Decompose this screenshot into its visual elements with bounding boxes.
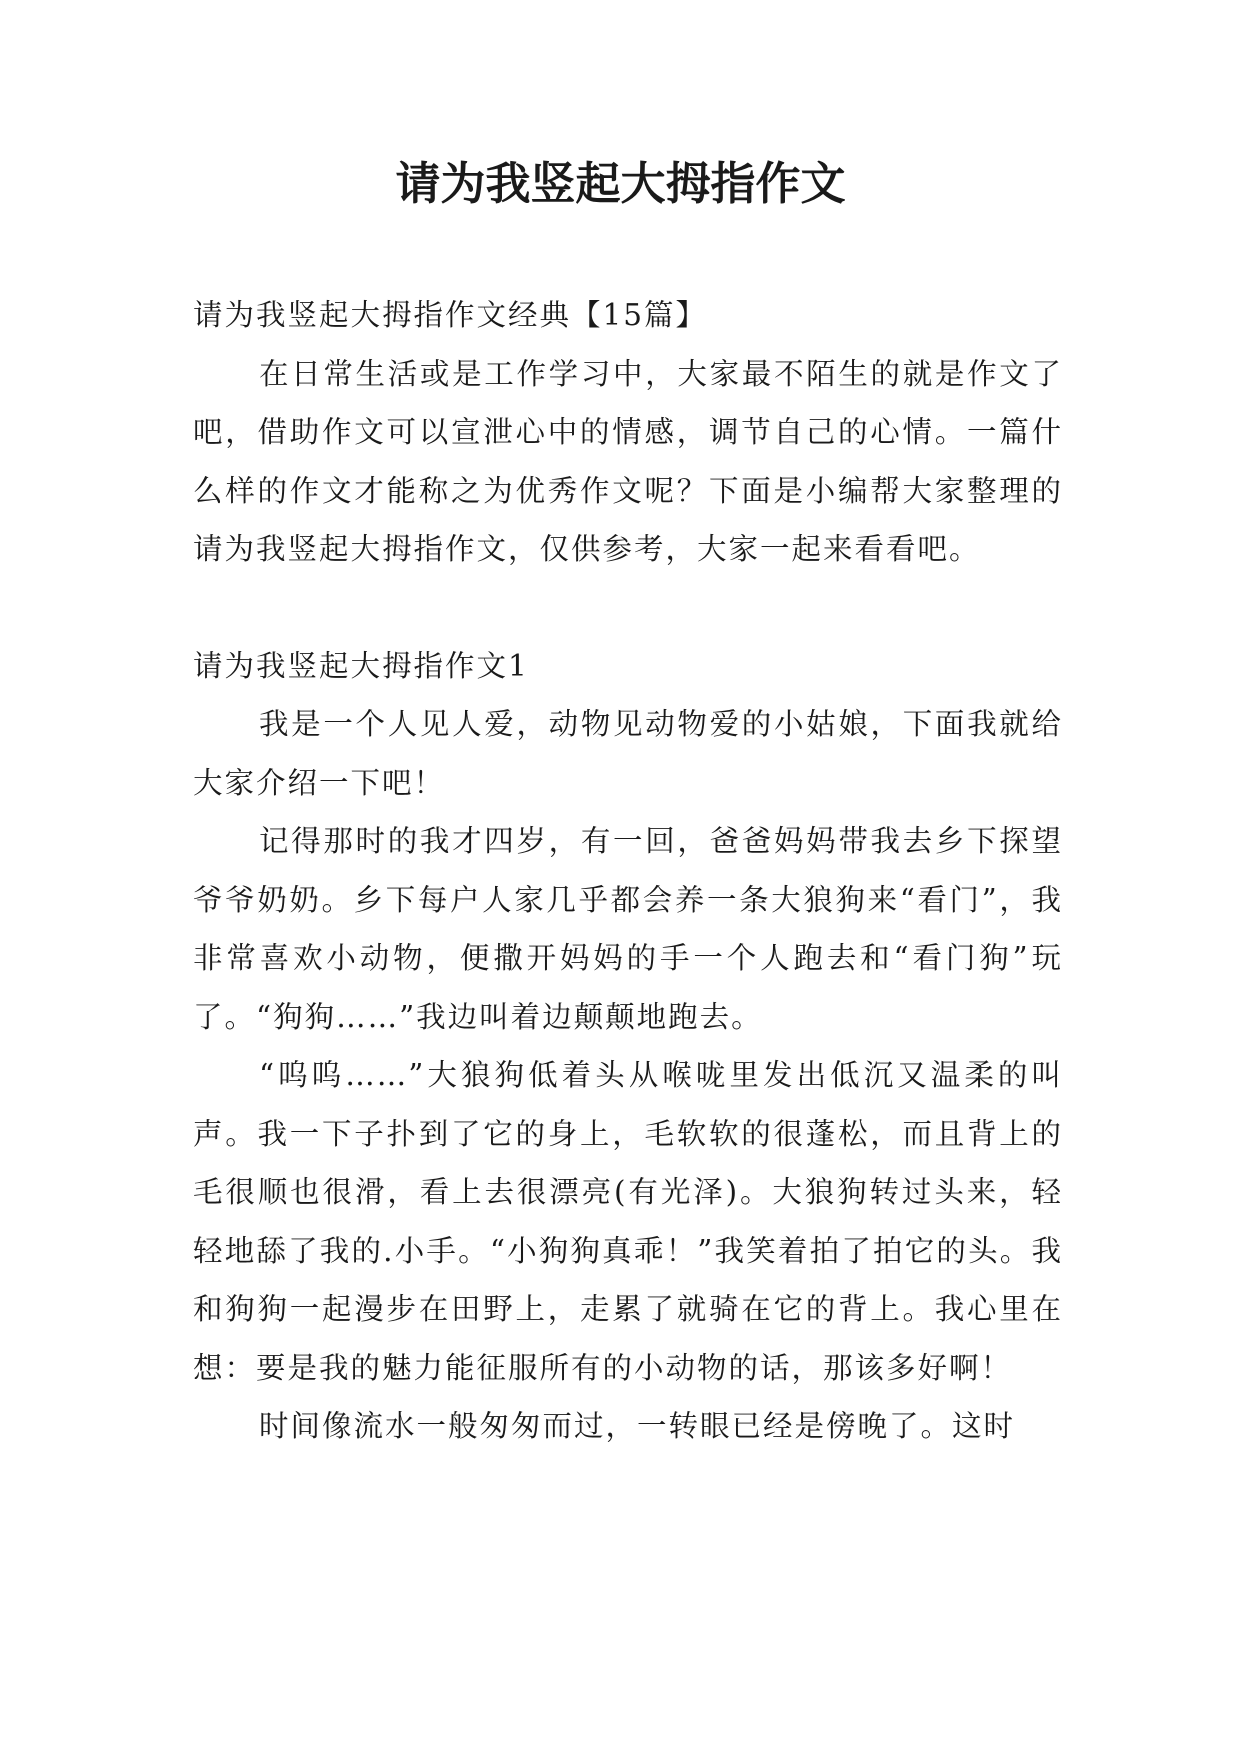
section-heading: 请为我竖起大拇指作文1	[193, 648, 529, 683]
section-spacer	[193, 579, 1063, 637]
body-paragraph: 时间像流水一般匆匆而过，一转眼已经是傍晚了。这时	[259, 1409, 1016, 1443]
document-body	[193, 286, 1063, 1456]
document-title: 请为我竖起大拇指作文	[395, 157, 846, 210]
document-subtitle: 请为我竖起大拇指作文经典【15篇】	[193, 298, 708, 332]
intro-paragraph: 在日常生活或是工作学习中，大家最不陌生的就是作文了吧，借助作文可以宣泄心中的情感，调节自己的心情。一篇什么样的作文才能称之为优秀作文呢？下面是小编帮大家整理的请为我竖起大拇指作文，仅供参考，大家一起来看看吧。	[193, 356, 1063, 566]
body-paragraph: “呜呜……”大狼狗低着头从喉咙里发出低沉又温柔的叫声。我一下子扑到了它的身上，毛软软的很蓬松，而且背上的毛很顺也很滑，看上去很漂亮(有光泽)。大狼狗转过头来，轻轻地舔了我的.小手。“小狗狗真乖！”我笑着拍了拍它的头。我和狗狗一起漫步在田野上，走累了就骑在它的背上。我心里在想：要是我的魅力能征服所有的小动物的话，那该多好啊！	[193, 1058, 1063, 1385]
body-paragraph: 我是一个人见人爱，动物见动物爱的小姑娘，下面我就给大家介绍一下吧！	[193, 707, 1063, 800]
body-paragraph: 记得那时的我才四岁，有一回，爸爸妈妈带我去乡下探望爷爷奶奶。乡下每户人家几乎都会养一条大狼狗来“看门”，我非常喜欢小动物，便撒开妈妈的手一个人跑去和“看门狗”玩了。“狗狗……”我边叫着边颠颠地跑去。	[193, 824, 1063, 1034]
